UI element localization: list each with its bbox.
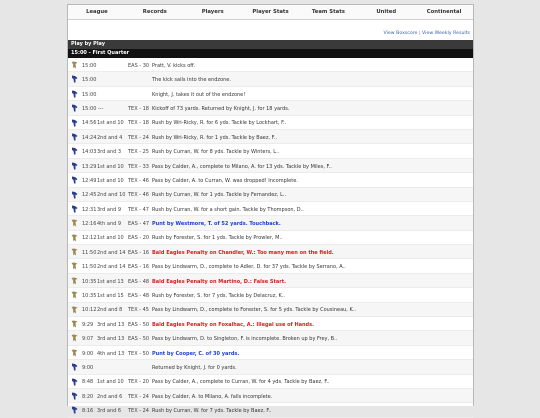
play-spot: EAS - 48 bbox=[128, 278, 150, 285]
main-frame bbox=[67, 4, 474, 415]
play-description: Pass by Calder, A., complete to Curran, W. for 4 yds. Tackle by Baez, F.. bbox=[152, 379, 330, 386]
play-time: 8:48 bbox=[82, 379, 94, 386]
play-time: 12:16 bbox=[82, 221, 97, 228]
horse-icon bbox=[71, 363, 78, 371]
play-row bbox=[68, 130, 473, 144]
view-weekly-results-link[interactable]: View Weekly Results bbox=[422, 31, 470, 36]
play-by-play-header: Play by Play bbox=[68, 40, 473, 49]
play-down: 4th and 9 bbox=[97, 221, 122, 228]
play-description: Rush by Wri-Ricky, R. for 6 yds. Tackle by Lockhart, F.. bbox=[152, 120, 287, 127]
view-boxscore-link[interactable]: View Boxscore bbox=[383, 31, 418, 36]
play-down: 3rd and 3 bbox=[97, 149, 122, 156]
play-description: Pass by Lindwarm, D. to Singleton, F. is incomplete. Broken up by Frey, B.. bbox=[152, 336, 338, 343]
play-spot: EAS - 48 bbox=[128, 293, 150, 300]
eagle-icon bbox=[71, 234, 78, 242]
play-time: 9:00 bbox=[82, 350, 94, 357]
play-row bbox=[68, 360, 473, 374]
play-spot: TEX - 47 bbox=[128, 206, 149, 213]
play-description: Pass by Calder, A. to Curran, W. was dropped! Incomplete. bbox=[152, 177, 298, 184]
play-down: 3rd and 6 bbox=[97, 408, 122, 415]
play-row bbox=[68, 144, 473, 158]
nav-item-united[interactable]: United bbox=[376, 9, 397, 15]
play-row bbox=[68, 202, 473, 216]
play-spot: EAS - 20 bbox=[128, 235, 150, 242]
play-time: 15:00 bbox=[82, 77, 97, 84]
play-spot: TEX - 33 bbox=[128, 163, 149, 170]
eagle-icon bbox=[71, 248, 78, 256]
play-down: 1st and 10 bbox=[97, 163, 124, 170]
horse-icon bbox=[71, 406, 78, 414]
nav-item-league[interactable]: League bbox=[86, 9, 108, 15]
play-spot: TEX - 25 bbox=[128, 149, 149, 156]
play-time: 12:45 bbox=[82, 192, 97, 199]
play-row bbox=[68, 101, 473, 115]
play-list bbox=[68, 58, 473, 418]
play-row bbox=[68, 159, 473, 173]
play-time: 10:35 bbox=[82, 293, 97, 300]
play-down: 2nd and 8 bbox=[97, 307, 123, 314]
play-down: 3rd and 13 bbox=[97, 336, 125, 343]
play-down: 2nd and 4 bbox=[97, 134, 123, 141]
play-time: 8:20 bbox=[82, 393, 94, 400]
play-down: 3rd and 9 bbox=[97, 206, 122, 213]
play-row bbox=[68, 274, 473, 288]
play-row bbox=[68, 173, 473, 187]
play-row bbox=[68, 58, 473, 72]
play-time: 8:16 bbox=[82, 408, 94, 415]
play-time: 13:29 bbox=[82, 163, 97, 170]
play-description: Pass by Calder, A. to Milano, A. falls incomplete. bbox=[152, 393, 273, 400]
play-spot: TEX - 46 bbox=[128, 192, 149, 199]
play-time: 15:00 bbox=[82, 91, 97, 98]
play-row bbox=[68, 231, 473, 245]
play-row bbox=[68, 216, 473, 230]
horse-icon bbox=[71, 176, 78, 184]
play-time: 9:00 bbox=[82, 365, 94, 371]
play-description: Rush by Curran, W. for 8 yds. Tackle by Winters, L.. bbox=[152, 149, 280, 156]
play-description: Rush by Curran, W. for 1 yds. Tackle by Fernandez, L.. bbox=[152, 192, 287, 199]
eagle-icon bbox=[71, 262, 78, 270]
play-description: Punt by Westmore, T. of 52 yards. Touchback. bbox=[152, 221, 281, 228]
play-spot: TEX - 24 bbox=[128, 408, 149, 415]
play-description: Rush by Forester, S. for 7 yds. Tackle by Delacruz, K.. bbox=[152, 293, 285, 300]
play-row bbox=[68, 317, 473, 331]
nav-item-continental[interactable]: Continental bbox=[426, 9, 462, 15]
play-spot: TEX - 24 bbox=[128, 393, 149, 400]
play-description: Pass by Lindwarm, D., complete to Forester, S. for 5 yds. Tackle by Cousineau, K.. bbox=[152, 307, 356, 314]
play-time: 14:03 bbox=[82, 149, 97, 156]
play-row bbox=[68, 303, 473, 317]
play-row bbox=[68, 72, 473, 86]
play-time: 15:00 --- bbox=[82, 105, 104, 112]
play-description: Pass by Lindwarm, D., complete to Adler, D. for 37 yds. Tackle by Serrano, A.. bbox=[152, 264, 346, 271]
eagle-icon bbox=[71, 306, 78, 314]
play-spot: EAS - 16 bbox=[128, 249, 150, 256]
horse-icon bbox=[71, 162, 78, 170]
eagle-icon bbox=[71, 349, 78, 357]
nav-item-player-stats[interactable]: Player Stats bbox=[252, 9, 289, 15]
play-description: Bald Eagles Penalty on Chandler, W.: Too many men on the field. bbox=[152, 249, 334, 256]
play-row bbox=[68, 87, 473, 101]
toolbar-separator: | bbox=[418, 31, 421, 36]
play-row bbox=[68, 346, 473, 360]
play-time: 14:24 bbox=[82, 134, 97, 141]
play-spot: EAS - 47 bbox=[128, 221, 150, 228]
horse-icon bbox=[71, 119, 78, 127]
horse-icon bbox=[71, 392, 78, 400]
top-nav bbox=[68, 5, 473, 20]
play-down: 3rd and 13 bbox=[97, 321, 125, 328]
play-row bbox=[68, 389, 473, 403]
play-spot: TEX - 18 bbox=[128, 120, 149, 127]
play-spot: TEX - 45 bbox=[128, 307, 149, 314]
play-row bbox=[68, 245, 473, 259]
eagle-icon bbox=[71, 291, 78, 299]
horse-icon bbox=[71, 205, 78, 213]
eagle-icon bbox=[71, 334, 78, 342]
play-row bbox=[68, 375, 473, 389]
play-description: Pass by Calder, A., complete to Milano, A. for 13 yds. Tackle by Miles, F.. bbox=[152, 163, 332, 170]
play-row bbox=[68, 188, 473, 202]
play-description: Rush by Wri-Ricky, R. for 1 yds. Tackle by Baez, F.. bbox=[152, 134, 277, 141]
play-down: 1st and 10 bbox=[97, 177, 124, 184]
eagle-icon bbox=[71, 277, 78, 285]
nav-item-records[interactable]: Records bbox=[142, 9, 167, 15]
play-spot: EAS - 50 bbox=[128, 321, 150, 328]
horse-icon bbox=[71, 191, 78, 199]
play-spot: TEX - 50 bbox=[128, 350, 149, 357]
play-spot: TEX - 18 bbox=[128, 105, 149, 112]
play-down: 2nd and 6 bbox=[97, 393, 123, 400]
play-row bbox=[68, 403, 473, 417]
horse-icon bbox=[71, 75, 78, 83]
play-time: 9:29 bbox=[82, 321, 94, 328]
eagle-icon bbox=[71, 61, 78, 69]
horse-icon bbox=[71, 133, 78, 141]
play-spot: EAS - 50 bbox=[128, 336, 150, 343]
eagle-icon bbox=[71, 320, 78, 328]
play-description: Returned by Knight, J. for 0 yards. bbox=[152, 365, 237, 371]
play-down: 2nd and 10 bbox=[97, 192, 126, 199]
play-time: 12:12 bbox=[82, 235, 97, 242]
play-description: The kick sails into the endzone. bbox=[152, 77, 231, 84]
quarter-header: 15:00 - First Quarter bbox=[68, 49, 473, 58]
horse-icon bbox=[71, 104, 78, 112]
play-time: 11:50 bbox=[82, 249, 97, 256]
play-description: Kickoff of 73 yards. Returned by Knight, J. for 18 yards. bbox=[152, 105, 290, 112]
horse-icon bbox=[71, 147, 78, 155]
play-row bbox=[68, 116, 473, 130]
play-description: Rush by Curran, W. for a short gain. Tackle by Thompson, D.. bbox=[152, 206, 304, 213]
eagle-icon bbox=[71, 219, 78, 227]
horse-icon bbox=[71, 378, 78, 386]
play-spot: EAS - 30 bbox=[128, 62, 150, 69]
play-down: 2nd and 14 bbox=[97, 264, 126, 271]
play-time: 11:50 bbox=[82, 264, 97, 271]
play-time: 12:49 bbox=[82, 177, 97, 184]
play-description: Knight, J. takes it out of the endzone! bbox=[152, 91, 246, 98]
play-spot: TEX - 20 bbox=[128, 379, 149, 386]
play-spot: EAS - 16 bbox=[128, 264, 150, 271]
nav-item-team-stats[interactable]: Team Stats bbox=[311, 9, 345, 15]
play-time: 15:00 bbox=[82, 62, 97, 69]
play-description: Rush by Forester, S. for 1 yds. Tackle by Prowler, M.. bbox=[152, 235, 283, 242]
play-time: 14:56 bbox=[82, 120, 97, 127]
play-time: 10:35 bbox=[82, 278, 97, 285]
nav-item-players[interactable]: Players bbox=[201, 9, 224, 15]
play-time: 12:31 bbox=[82, 206, 97, 213]
play-down: 1st and 10 bbox=[97, 379, 124, 386]
play-time: 9:07 bbox=[82, 336, 94, 343]
play-description: Pratt, V. kicks off. bbox=[152, 62, 196, 69]
play-row bbox=[68, 331, 473, 345]
play-row bbox=[68, 288, 473, 302]
play-down: 4th and 13 bbox=[97, 350, 125, 357]
play-down: 1st and 10 bbox=[97, 235, 124, 242]
results-toolbar bbox=[68, 29, 473, 38]
horse-icon bbox=[71, 90, 78, 98]
play-description: Punt by Cooper, C. of 30 yards. bbox=[152, 350, 240, 357]
play-down: 1st and 10 bbox=[97, 120, 124, 127]
play-down: 1st and 15 bbox=[97, 293, 124, 300]
play-down: 2nd and 14 bbox=[97, 249, 126, 256]
play-down: 1st and 13 bbox=[97, 278, 124, 285]
play-description: Bald Eagles Penalty on Martino, D.: False Start. bbox=[152, 278, 287, 285]
play-spot: TEX - 24 bbox=[128, 134, 149, 141]
play-row bbox=[68, 259, 473, 273]
play-time: 10:12 bbox=[82, 307, 97, 314]
play-description: Rush by Curran, W. for 7 yds. Tackle by Baez, F.. bbox=[152, 408, 272, 415]
play-description: Bald Eagles Penalty on Foxalhac, A.: Illegal use of Hands. bbox=[152, 321, 315, 328]
play-spot: TEX - 46 bbox=[128, 177, 149, 184]
